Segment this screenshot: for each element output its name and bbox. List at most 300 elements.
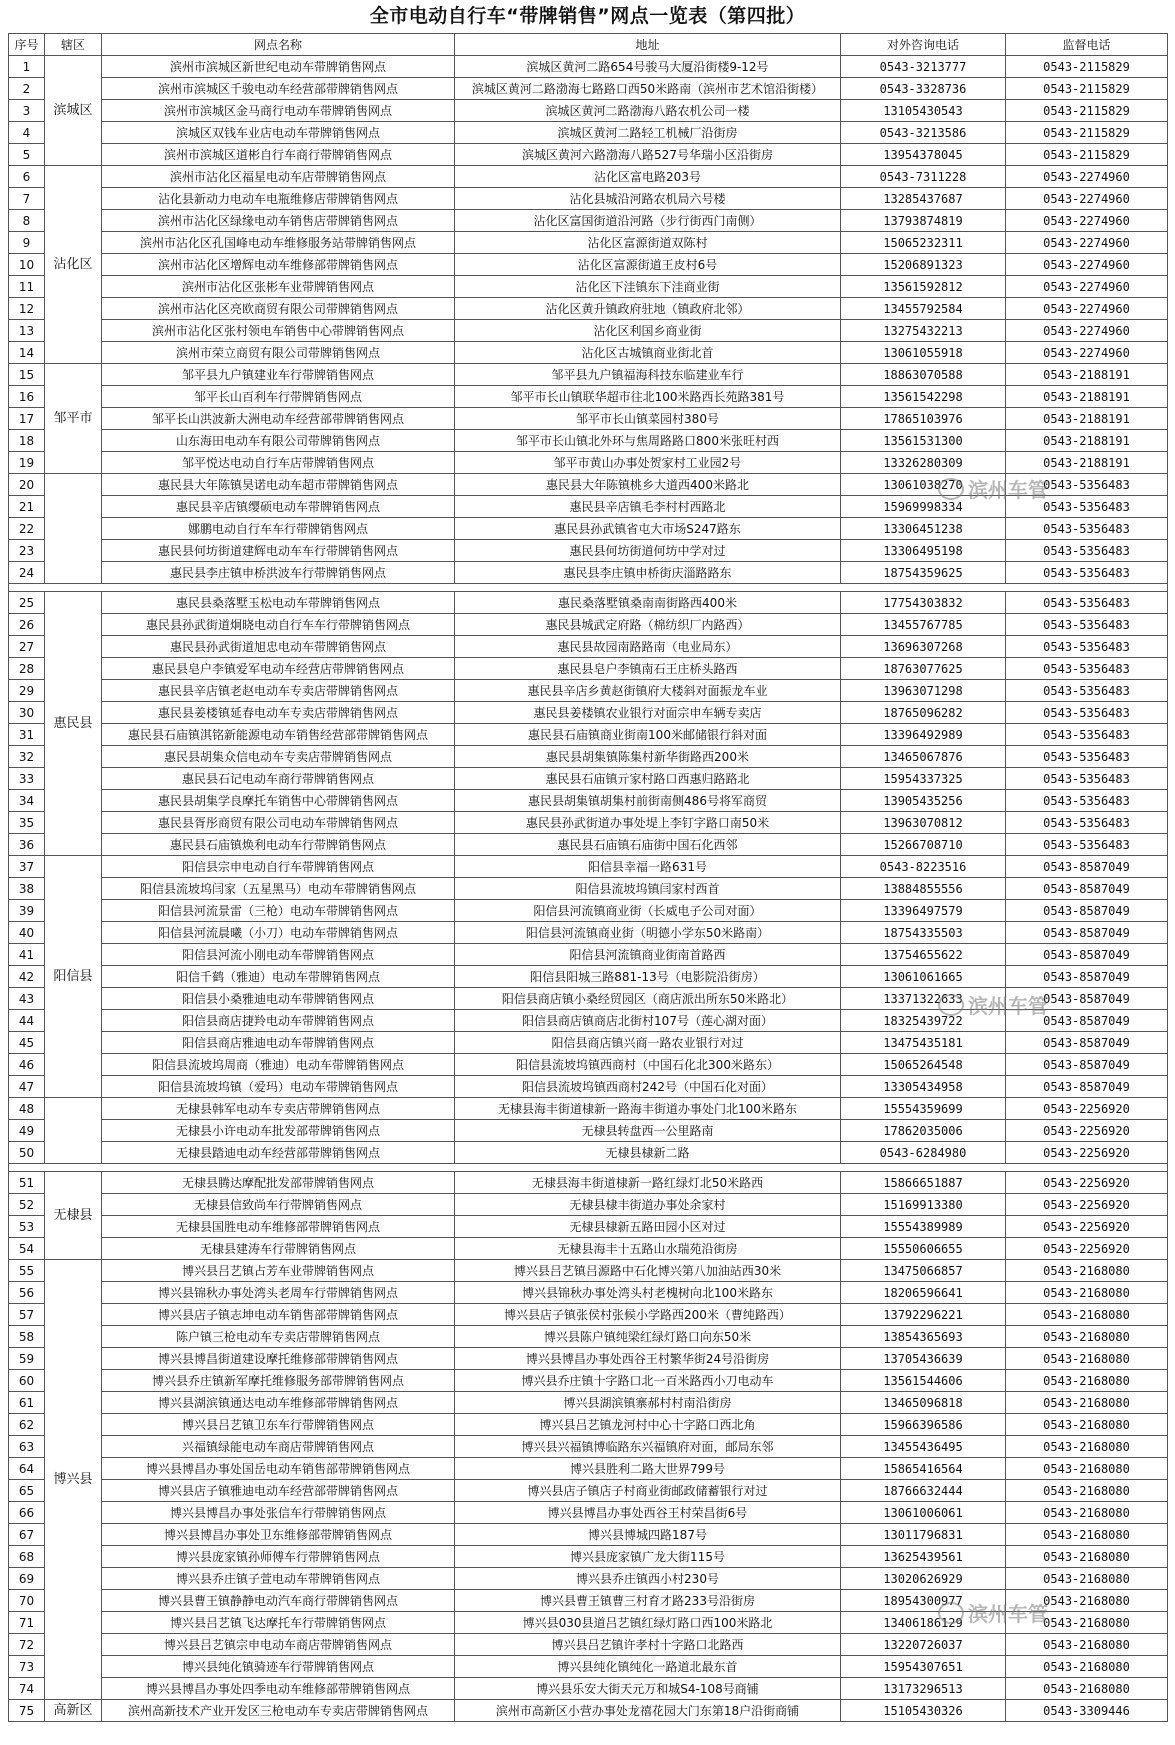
cell-district: 滨城区 (45, 56, 102, 166)
cell-index: 3 (9, 100, 45, 122)
table-row (9, 1524, 1168, 1546)
table-row (9, 232, 1168, 254)
cell-consult-phone: 0543-8223516 (841, 856, 1006, 878)
cell-index: 1 (9, 56, 45, 78)
cell-address: 博兴县曹王镇曹三村育才路233号沿街房 (455, 1590, 841, 1612)
table-row (9, 1700, 1168, 1722)
cell-outlet-name: 博兴县博昌办事处四季电动车维修部带牌销售网点 (102, 1678, 455, 1700)
cell-index: 13 (9, 320, 45, 342)
cell-outlet-name: 惠民县孙武街道旭忠电动车带牌销售网点 (102, 636, 455, 658)
cell-index: 59 (9, 1348, 45, 1370)
cell-outlet-name: 阳信县小桑雅迪电动车带牌销售网点 (102, 988, 455, 1010)
cell-address: 无棣县棣新五路田园小区对过 (455, 1216, 841, 1238)
cell-outlet-name: 阳信县河流晨曦（小刀）电动车带牌销售网点 (102, 922, 455, 944)
table-header-row (9, 34, 1168, 56)
cell-consult-phone: 17865103976 (841, 408, 1006, 430)
cell-address: 博兴县纯化镇纯化一路道北最东首 (455, 1656, 841, 1678)
cell-supervise-phone: 0543-8587049 (1006, 856, 1168, 878)
cell-address: 阳信县商店镇小桑经贸园区（商店派出所东50米路北） (455, 988, 841, 1010)
cell-outlet-name: 滨州市沾化区张村领电车销售中心带牌销售网点 (102, 320, 455, 342)
cell-outlet-name: 邹平长山百利车行带牌销售网点 (102, 386, 455, 408)
cell-index: 70 (9, 1590, 45, 1612)
cell-supervise-phone: 0543-2274960 (1006, 276, 1168, 298)
table-row (9, 1010, 1168, 1032)
cell-supervise-phone: 0543-8587049 (1006, 1054, 1168, 1076)
cell-index: 60 (9, 1370, 45, 1392)
table-row (9, 1238, 1168, 1260)
cell-outlet-name: 博兴县湖滨镇通达电动车维修部带牌销售网点 (102, 1392, 455, 1414)
cell-consult-phone: 15266708710 (841, 834, 1006, 856)
table-row (9, 562, 1168, 584)
cell-address: 无棣县海丰街道棣新一路海丰街道办事处门北100米路东 (455, 1098, 841, 1120)
cell-index: 46 (9, 1054, 45, 1076)
cell-index: 4 (9, 122, 45, 144)
table-row (9, 1414, 1168, 1436)
table-row (9, 1260, 1168, 1282)
cell-supervise-phone: 0543-5356483 (1006, 540, 1168, 562)
cell-address: 阳信县流坡坞镇西商村242号（中国石化对面） (455, 1076, 841, 1098)
cell-address: 惠民县辛店镇毛李村村西路北 (455, 496, 841, 518)
cell-consult-phone: 15954307651 (841, 1656, 1006, 1678)
cell-consult-phone: 13061006061 (841, 1502, 1006, 1524)
table-row (9, 1546, 1168, 1568)
cell-index: 10 (9, 254, 45, 276)
cell-supervise-phone: 0543-2168080 (1006, 1656, 1168, 1678)
cell-supervise-phone: 0543-5356483 (1006, 614, 1168, 636)
cell-index: 12 (9, 298, 45, 320)
cell-index: 25 (9, 592, 45, 614)
table-row (9, 408, 1168, 430)
cell-consult-phone: 13061061665 (841, 966, 1006, 988)
cell-outlet-name: 惠民县何坊街道建辉电动车车行带牌销售网点 (102, 540, 455, 562)
cell-supervise-phone: 0543-2168080 (1006, 1502, 1168, 1524)
cell-district (45, 1098, 102, 1164)
table-row (9, 1480, 1168, 1502)
table-row (9, 298, 1168, 320)
cell-supervise-phone: 0543-2168080 (1006, 1678, 1168, 1700)
cell-address: 博兴县锦秋办事处湾头村老槐树向北100米路东 (455, 1282, 841, 1304)
cell-consult-phone: 15065264548 (841, 1054, 1006, 1076)
cell-supervise-phone: 0543-5356483 (1006, 592, 1168, 614)
cell-supervise-phone: 0543-2168080 (1006, 1326, 1168, 1348)
cell-supervise-phone: 0543-8587049 (1006, 1010, 1168, 1032)
cell-consult-phone: 13061055918 (841, 342, 1006, 364)
cell-consult-phone: 15065232311 (841, 232, 1006, 254)
gap-cell (9, 584, 1168, 592)
cell-index: 48 (9, 1098, 45, 1120)
table-row (9, 1634, 1168, 1656)
cell-index: 72 (9, 1634, 45, 1656)
table-row (9, 1590, 1168, 1612)
cell-consult-phone: 17754303832 (841, 592, 1006, 614)
cell-consult-phone: 13905435256 (841, 790, 1006, 812)
cell-supervise-phone: 0543-2256920 (1006, 1216, 1168, 1238)
table-row (9, 856, 1168, 878)
cell-consult-phone: 18325439722 (841, 1010, 1006, 1032)
cell-outlet-name: 无棣县小许电动车批发部带牌销售网点 (102, 1120, 455, 1142)
cell-supervise-phone: 0543-2188191 (1006, 430, 1168, 452)
cell-supervise-phone: 0543-5356483 (1006, 562, 1168, 584)
cell-district: 邹平市 (45, 364, 102, 474)
table-row (9, 144, 1168, 166)
cell-address: 博兴县湖滨镇寨郝村村南沿街房 (455, 1392, 841, 1414)
cell-supervise-phone: 0543-5356483 (1006, 658, 1168, 680)
cell-supervise-phone: 0543-2256920 (1006, 1194, 1168, 1216)
cell-index: 5 (9, 144, 45, 166)
cell-consult-phone: 13561592812 (841, 276, 1006, 298)
cell-index: 36 (9, 834, 45, 856)
cell-index: 53 (9, 1216, 45, 1238)
cell-district: 沾化区 (45, 166, 102, 364)
cell-outlet-name: 无棣县国胜电动车维修部带牌销售网点 (102, 1216, 455, 1238)
cell-index: 11 (9, 276, 45, 298)
cell-index: 52 (9, 1194, 45, 1216)
table-row (9, 614, 1168, 636)
cell-outlet-name: 阳信县商店雅迪电动车带牌销售网点 (102, 1032, 455, 1054)
cell-index: 14 (9, 342, 45, 364)
table-row (9, 1216, 1168, 1238)
cell-index: 65 (9, 1480, 45, 1502)
cell-outlet-name: 惠民县李庄镇申桥洪波车行带牌销售网点 (102, 562, 455, 584)
cell-supervise-phone: 0543-2115829 (1006, 144, 1168, 166)
cell-address: 惠民县姜楼镇农业银行对面宗申车辆专卖店 (455, 702, 841, 724)
cell-consult-phone: 13475435181 (841, 1032, 1006, 1054)
table-row (9, 702, 1168, 724)
cell-consult-phone: 13465096818 (841, 1392, 1006, 1414)
cell-outlet-name: 博兴县博昌办事处张信车行带牌销售网点 (102, 1502, 455, 1524)
cell-outlet-name: 滨州市沾化区亮欧商贸有限公司带牌销售网点 (102, 298, 455, 320)
cell-consult-phone: 18954300977 (841, 1590, 1006, 1612)
table-row (9, 746, 1168, 768)
cell-outlet-name: 博兴县博昌办事处国岳电动车销售部带牌销售网点 (102, 1458, 455, 1480)
table-row (9, 812, 1168, 834)
header-district: 辖区 (45, 34, 102, 56)
cell-outlet-name: 博兴县乔庄镇新军摩托维修服务部带牌销售网点 (102, 1370, 455, 1392)
cell-address: 惠民县李庄镇申桥街庆淄路路东 (455, 562, 841, 584)
table-row (9, 320, 1168, 342)
table-row (9, 100, 1168, 122)
cell-consult-phone: 13705436639 (841, 1348, 1006, 1370)
table-row (9, 166, 1168, 188)
cell-consult-phone: 13854365693 (841, 1326, 1006, 1348)
cell-consult-phone: 13326280309 (841, 452, 1006, 474)
cell-outlet-name: 滨州市沾化区增辉电动车维修部带牌销售网点 (102, 254, 455, 276)
cell-supervise-phone: 0543-2115829 (1006, 122, 1168, 144)
cell-index: 26 (9, 614, 45, 636)
cell-consult-phone: 15865416564 (841, 1458, 1006, 1480)
cell-index: 57 (9, 1304, 45, 1326)
cell-address: 博兴县030县道吕艺镇红绿灯路口西100米路北 (455, 1612, 841, 1634)
cell-address: 沾化区下洼镇东下洼商业街 (455, 276, 841, 298)
cell-address: 阳信县河流镇商业街南首路西 (455, 944, 841, 966)
table-row (9, 724, 1168, 746)
table-row (9, 988, 1168, 1010)
cell-supervise-phone: 0543-2168080 (1006, 1370, 1168, 1392)
cell-consult-phone: 0543-7311228 (841, 166, 1006, 188)
cell-address: 阳信县流坡坞镇闫家村西首 (455, 878, 841, 900)
cell-address: 无棣县棣新二路 (455, 1142, 841, 1164)
cell-index: 58 (9, 1326, 45, 1348)
cell-supervise-phone: 0543-2256920 (1006, 1172, 1168, 1194)
cell-consult-phone: 15206891323 (841, 254, 1006, 276)
cell-address: 滨城区黄河二路654号骏马大厦沿街楼9-12号 (455, 56, 841, 78)
cell-supervise-phone: 0543-2168080 (1006, 1568, 1168, 1590)
cell-consult-phone: 0543-3328736 (841, 78, 1006, 100)
cell-index: 67 (9, 1524, 45, 1546)
cell-index: 63 (9, 1436, 45, 1458)
cell-address: 惠民县故园南路路南（电业局东） (455, 636, 841, 658)
cell-supervise-phone: 0543-2168080 (1006, 1304, 1168, 1326)
table-row (9, 1098, 1168, 1120)
cell-index: 32 (9, 746, 45, 768)
header-consult-phone: 对外咨询电话 (841, 34, 1006, 56)
cell-address: 博兴县博昌办事处西谷王村荣昌街6号 (455, 1502, 841, 1524)
cell-index: 9 (9, 232, 45, 254)
cell-consult-phone: 18754335503 (841, 922, 1006, 944)
cell-consult-phone: 13105430543 (841, 100, 1006, 122)
watermark-text: 滨州车管 (968, 478, 1048, 502)
table-row (9, 364, 1168, 386)
cell-supervise-phone: 0543-2168080 (1006, 1546, 1168, 1568)
cell-outlet-name: 无棣县建涛车行带牌销售网点 (102, 1238, 455, 1260)
cell-index: 37 (9, 856, 45, 878)
cell-consult-phone: 13465067876 (841, 746, 1006, 768)
cell-supervise-phone: 0543-2256920 (1006, 1238, 1168, 1260)
cell-outlet-name: 滨州市沾化区孔国峰电动车维修服务站带牌销售网点 (102, 232, 455, 254)
cell-address: 博兴县博城四路187号 (455, 1524, 841, 1546)
cell-outlet-name: 博兴县吕艺镇占芳车业带牌销售网点 (102, 1260, 455, 1282)
cell-outlet-name: 滨州高新技术产业开发区三枪电动车专卖店带牌销售网点 (102, 1700, 455, 1722)
outlet-table (8, 33, 1168, 1722)
cell-address: 滨城区黄河二路渤海七路路口西50米路南（滨州市艺术馆沿街楼） (455, 78, 841, 100)
cell-outlet-name: 博兴县吕艺镇宗申电动车商店带牌销售网点 (102, 1634, 455, 1656)
table-row (9, 680, 1168, 702)
cell-address: 惠民县孙武街道办事处堤上李钉字路口南50米 (455, 812, 841, 834)
table-row (9, 1032, 1168, 1054)
table-row (9, 210, 1168, 232)
cell-outlet-name: 惠民县辛店镇缨硕电动车带牌销售网点 (102, 496, 455, 518)
cell-outlet-name: 邹平长山洪波新大洲电动车经营部带牌销售网点 (102, 408, 455, 430)
cell-outlet-name: 博兴县店子镇志坤电动车销售部带牌销售网点 (102, 1304, 455, 1326)
cell-consult-phone: 13963070812 (841, 812, 1006, 834)
cell-consult-phone: 13455767785 (841, 614, 1006, 636)
table-row (9, 540, 1168, 562)
cell-outlet-name: 惠民县胥彤商贸有限公司电动车带牌销售网点 (102, 812, 455, 834)
cell-outlet-name: 博兴县吕艺镇卫东车行带牌销售网点 (102, 1414, 455, 1436)
cell-consult-phone: 13011796831 (841, 1524, 1006, 1546)
cell-outlet-name: 惠民县大年陈镇昊诺电动车超市带牌销售网点 (102, 474, 455, 496)
cell-outlet-name: 滨州市滨城区道彬自行车商行带牌销售网点 (102, 144, 455, 166)
cell-consult-phone: 15969998334 (841, 496, 1006, 518)
cell-address: 滨城区黄河六路渤海八路527号华瑞小区沿街房 (455, 144, 841, 166)
table-row (9, 1612, 1168, 1634)
table-row (9, 966, 1168, 988)
cell-outlet-name: 博兴县锦秋办事处湾头老周车行带牌销售网点 (102, 1282, 455, 1304)
cell-consult-phone: 18754359625 (841, 562, 1006, 584)
cell-consult-phone: 13561542298 (841, 386, 1006, 408)
cell-outlet-name: 博兴县博昌街道建设摩托维修部带牌销售网点 (102, 1348, 455, 1370)
cell-address: 惠民县城武定府路（棉纺织厂内路西） (455, 614, 841, 636)
cell-consult-phone: 15966396586 (841, 1414, 1006, 1436)
cell-district: 博兴县 (45, 1260, 102, 1700)
table-row (9, 474, 1168, 496)
cell-address: 邹平市长山镇北外环与焦周路路口800米张旺村西 (455, 430, 841, 452)
cell-index: 6 (9, 166, 45, 188)
table-row (9, 790, 1168, 812)
cell-outlet-name: 惠民县石庙镇淇铭新能源电动车销售经营部带牌销售网点 (102, 724, 455, 746)
cell-outlet-name: 滨州市沾化区张彬车业带牌销售网点 (102, 276, 455, 298)
cell-address: 沾化区利国乡商业街 (455, 320, 841, 342)
table-row (9, 768, 1168, 790)
cell-index: 34 (9, 790, 45, 812)
table-row (9, 636, 1168, 658)
cell-outlet-name: 阳信县河流景雷（三枪）电动车带牌销售网点 (102, 900, 455, 922)
cell-supervise-phone: 0543-2274960 (1006, 210, 1168, 232)
cell-address: 博兴县乔庄镇西小村230号 (455, 1568, 841, 1590)
cell-consult-phone: 15169913380 (841, 1194, 1006, 1216)
table-row (9, 1194, 1168, 1216)
cell-supervise-phone: 0543-5356483 (1006, 680, 1168, 702)
cell-outlet-name: 邹平悦达电动自行车店带牌销售网点 (102, 452, 455, 474)
cell-address: 博兴县店子镇店子村商业街邮政储蓄银行对过 (455, 1480, 841, 1502)
cell-index: 50 (9, 1142, 45, 1164)
cell-index: 39 (9, 900, 45, 922)
cell-index: 61 (9, 1392, 45, 1414)
cell-outlet-name: 惠民县姜楼镇延春电动车专卖店带牌销售网点 (102, 702, 455, 724)
cell-district: 高新区 (45, 1700, 102, 1722)
cell-outlet-name: 滨州市荣立商贸有限公司带牌销售网点 (102, 342, 455, 364)
cell-supervise-phone: 0543-2274960 (1006, 188, 1168, 210)
cell-outlet-name: 博兴县店子镇雅迪电动车经营部带牌销售网点 (102, 1480, 455, 1502)
cell-index: 68 (9, 1546, 45, 1568)
table-row (9, 1656, 1168, 1678)
cell-index: 51 (9, 1172, 45, 1194)
cell-address: 阳信县商店镇兴商一路农业银行对过 (455, 1032, 841, 1054)
cell-supervise-phone: 0543-8587049 (1006, 878, 1168, 900)
cell-consult-phone: 13173296513 (841, 1678, 1006, 1700)
cell-address: 阳信县河流镇商业街（长威电子公司对面） (455, 900, 841, 922)
cell-supervise-phone: 0543-5356483 (1006, 474, 1168, 496)
table-row (9, 452, 1168, 474)
cell-consult-phone: 13884855556 (841, 878, 1006, 900)
cell-supervise-phone: 0543-2168080 (1006, 1590, 1168, 1612)
cell-supervise-phone: 0543-5356483 (1006, 768, 1168, 790)
cell-address: 惠民县皂户李镇南石王庄桥头路西 (455, 658, 841, 680)
cell-consult-phone: 13396497579 (841, 900, 1006, 922)
cell-supervise-phone: 0543-2115829 (1006, 56, 1168, 78)
cell-index: 56 (9, 1282, 45, 1304)
cell-address: 惠民县石庙镇亓家村路口西惠归路路北 (455, 768, 841, 790)
watermark-text: 滨州车管 (968, 994, 1048, 1018)
cell-index: 43 (9, 988, 45, 1010)
cell-index: 42 (9, 966, 45, 988)
cell-address: 惠民县石庙镇石庙街中国石化西邻 (455, 834, 841, 856)
cell-supervise-phone: 0543-2168080 (1006, 1282, 1168, 1304)
cell-address: 滨城区黄河二路轻工机械厂沿街房 (455, 122, 841, 144)
cell-consult-phone: 18763077625 (841, 658, 1006, 680)
table-row (9, 592, 1168, 614)
cell-index: 35 (9, 812, 45, 834)
cell-supervise-phone: 0543-2115829 (1006, 100, 1168, 122)
cell-consult-phone: 18206596641 (841, 1282, 1006, 1304)
cell-outlet-name: 无棣县韩军电动车专卖店带牌销售网点 (102, 1098, 455, 1120)
cell-consult-phone: 13954378045 (841, 144, 1006, 166)
cell-supervise-phone: 0543-5356483 (1006, 702, 1168, 724)
cell-consult-phone: 13406186129 (841, 1612, 1006, 1634)
cell-outlet-name: 沾化县新动力电动车电瓶维修店带牌销售网点 (102, 188, 455, 210)
cell-index: 66 (9, 1502, 45, 1524)
cell-supervise-phone: 0543-8587049 (1006, 966, 1168, 988)
cell-address: 阳信县流坡坞镇西商村（中国石化北300米路东） (455, 1054, 841, 1076)
cell-consult-phone: 13285437687 (841, 188, 1006, 210)
cell-index: 49 (9, 1120, 45, 1142)
cell-address: 博兴县庞家镇广龙大街115号 (455, 1546, 841, 1568)
cell-district: 惠民县 (45, 592, 102, 856)
cell-address: 沾化区富电路203号 (455, 166, 841, 188)
cell-index: 30 (9, 702, 45, 724)
cell-consult-phone: 13305434958 (841, 1076, 1006, 1098)
cell-consult-phone: 13455436495 (841, 1436, 1006, 1458)
cell-address: 惠民县石庙镇商业街南100米邮储银行斜对面 (455, 724, 841, 746)
cell-consult-phone: 15554359699 (841, 1098, 1006, 1120)
cell-address: 邹平市黄山办事处贺家村工业园2号 (455, 452, 841, 474)
cell-outlet-name: 陈户镇三枪电动车专卖店带牌销售网点 (102, 1326, 455, 1348)
cell-address: 邹平市长山镇联华超市往北100米路西长苑路381号 (455, 386, 841, 408)
table-row (9, 1142, 1168, 1164)
cell-index: 18 (9, 430, 45, 452)
table-row (9, 1370, 1168, 1392)
cell-supervise-phone: 0543-8587049 (1006, 922, 1168, 944)
cell-address: 博兴县乔庄镇十字路口北一百米路西小刀电动车 (455, 1370, 841, 1392)
cell-address: 沾化区富源街道王皮村6号 (455, 254, 841, 276)
cell-supervise-phone: 0543-2168080 (1006, 1524, 1168, 1546)
cell-index: 44 (9, 1010, 45, 1032)
cell-address: 邹平市长山镇菜园村380号 (455, 408, 841, 430)
cell-index: 40 (9, 922, 45, 944)
table-row (9, 342, 1168, 364)
cell-address: 沾化区黄升镇政府驻地（镇政府北邻） (455, 298, 841, 320)
cell-consult-phone: 15866651887 (841, 1172, 1006, 1194)
table-row (9, 834, 1168, 856)
cell-supervise-phone: 0543-5356483 (1006, 724, 1168, 746)
table-row (9, 276, 1168, 298)
cell-supervise-phone: 0543-2188191 (1006, 364, 1168, 386)
cell-index: 17 (9, 408, 45, 430)
cell-outlet-name: 惠民县胡集学良摩托车销售中心带牌销售网点 (102, 790, 455, 812)
cell-index: 24 (9, 562, 45, 584)
cell-outlet-name: 惠民县孙武街道炯晓电动自行车车行带牌销售网点 (102, 614, 455, 636)
cell-supervise-phone: 0543-8587049 (1006, 1076, 1168, 1098)
cell-address: 沾化区古城镇商业街北首 (455, 342, 841, 364)
cell-address: 沾化区富源街道双陈村 (455, 232, 841, 254)
cell-index: 8 (9, 210, 45, 232)
cell-address: 沾化区富国街道沿河路（步行街西门南侧） (455, 210, 841, 232)
cell-address: 惠民县辛店乡黄赵街镇府大楼斜对面振龙车业 (455, 680, 841, 702)
cell-consult-phone: 13306451238 (841, 518, 1006, 540)
table-row (9, 1120, 1168, 1142)
table-row (9, 1678, 1168, 1700)
cell-index: 21 (9, 496, 45, 518)
cell-outlet-name: 山东海田电动车有限公司带牌销售网点 (102, 430, 455, 452)
cell-supervise-phone: 0543-2256920 (1006, 1120, 1168, 1142)
cell-consult-phone: 15105430326 (841, 1700, 1006, 1722)
cell-supervise-phone: 0543-2256920 (1006, 1142, 1168, 1164)
cell-address: 博兴县博昌办事处西谷王村繁华街24号沿街房 (455, 1348, 841, 1370)
cell-supervise-phone: 0543-3309446 (1006, 1700, 1168, 1722)
table-row (9, 1172, 1168, 1194)
cell-consult-phone: 13963071298 (841, 680, 1006, 702)
cell-index: 28 (9, 658, 45, 680)
